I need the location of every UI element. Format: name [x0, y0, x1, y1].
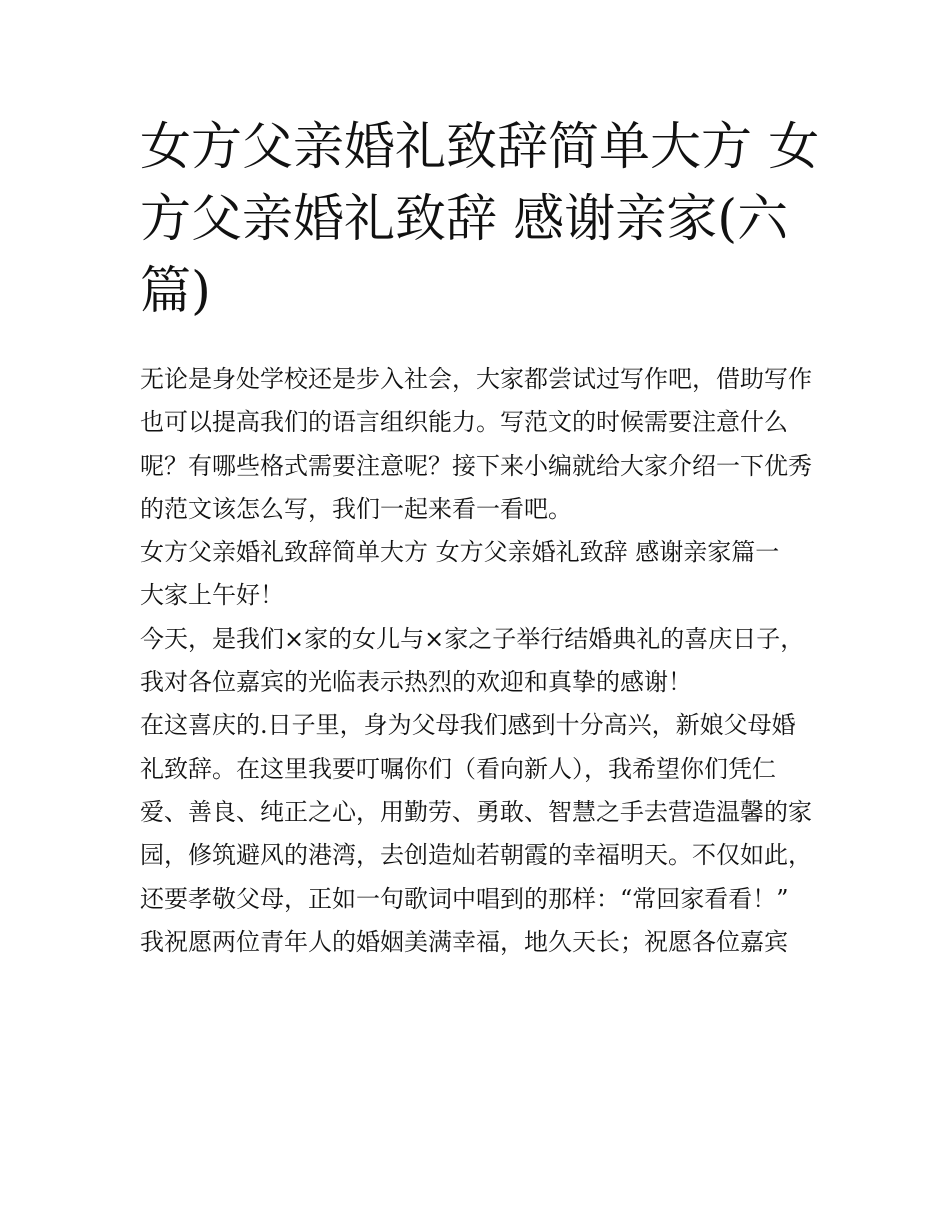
intro-paragraph: 无论是身处学校还是步入社会，大家都尝试过写作吧，借助写作也可以提高我们的语言组织能力。写范文的时候需要注意什么呢？有哪些格式需要注意呢？接下来小编就给大家介绍一下优秀的范文该怎么写，我们一起来看一看吧。: [140, 365, 812, 523]
greeting-paragraph: 大家上午好！: [140, 581, 284, 610]
document-body: [140, 358, 815, 964]
welcome-paragraph: 今天，是我们×家的女儿与×家之子举行结婚典礼的喜庆日子，我对各位嘉宾的光临表示热烈的欢迎和真挚的感谢！: [140, 624, 805, 697]
closing-paragraph: 我祝愿两位青年人的婚姻美满幸福，地久天长；祝愿各位嘉宾: [140, 927, 788, 956]
blessing-paragraph: 在这喜庆的.日子里，身为父母我们感到十分高兴，新娘父母婚礼致辞。在这里我要叮嘱你们（看向新人），我希望你们凭仁爱、善良、纯正之心，用勤劳、勇敢、智慧之手去营造温馨的家园，修筑避风的港湾，去创造灿若朝霞的幸福明天。不仅如此，还要孝敬父母，正如一句歌词中唱到的那样：“常回家看看！”: [140, 711, 812, 913]
section-heading: 女方父亲婚礼致辞简单大方 女方父亲婚礼致辞 感谢亲家篇一: [140, 538, 780, 567]
document-title: 女方父亲婚礼致辞简单大方 女方父亲婚礼致辞 感谢亲家(六篇): [140, 118, 820, 321]
